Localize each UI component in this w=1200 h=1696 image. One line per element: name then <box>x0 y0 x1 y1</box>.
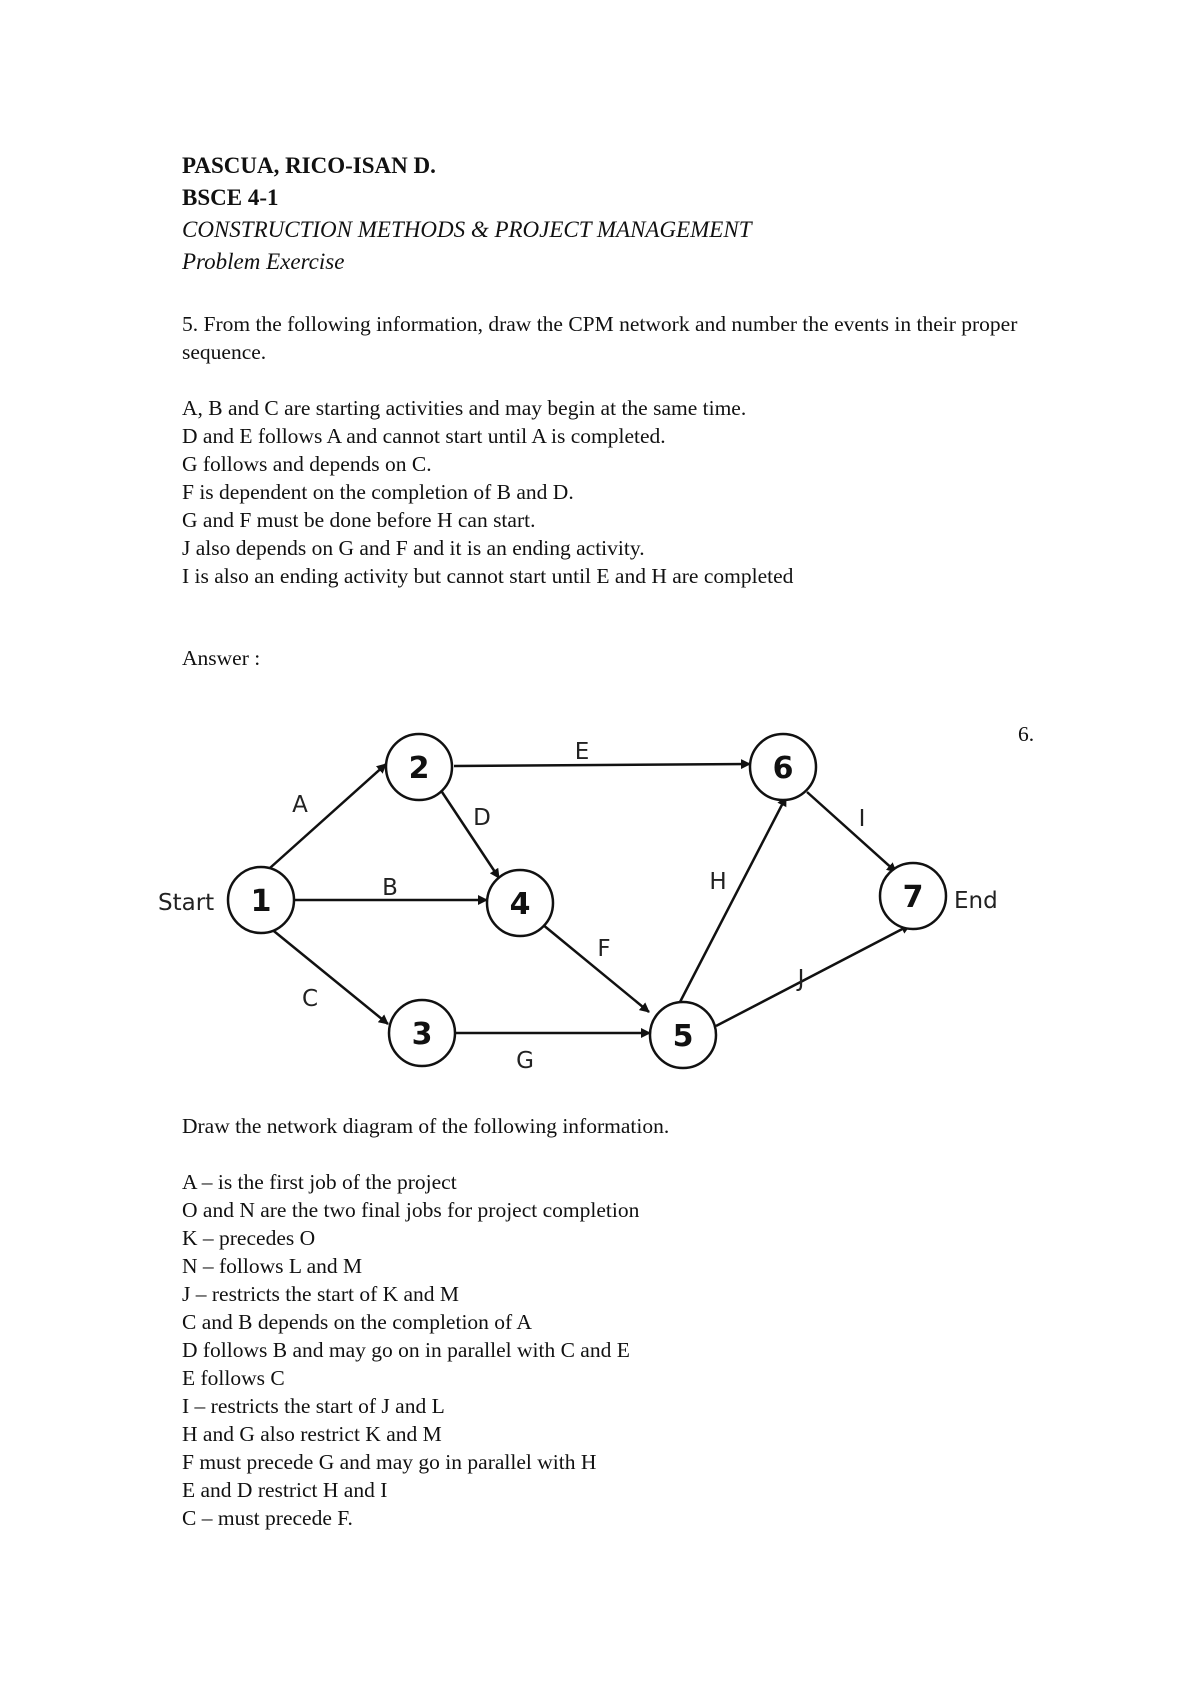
condition-line: A, B and C are starting activities and may begin at the same time. <box>182 396 747 420</box>
condition-line: G follows and depends on C. <box>182 452 432 476</box>
activity-e-label: E <box>574 739 590 765</box>
student-section: BSCE 4-1 <box>182 185 279 210</box>
condition-line: E follows C <box>182 1366 285 1390</box>
activity-a-label: A <box>292 792 308 818</box>
activity-h-label: H <box>709 869 727 895</box>
condition-line: J also depends on G and F and it is an ending activity. <box>182 536 645 560</box>
condition-line: K – precedes O <box>182 1226 316 1250</box>
end-label: End <box>954 888 998 914</box>
event-node-3 <box>389 1000 455 1066</box>
activity-c-label: C <box>301 986 319 1012</box>
activity-j-arrow <box>716 925 910 1026</box>
condition-line: G and F must be done before H can start. <box>182 508 536 532</box>
condition-line: O and N are the two final jobs for project completion <box>182 1198 640 1222</box>
problem-6-number: 6. <box>1018 722 1035 746</box>
event-node-7 <box>880 863 946 929</box>
event-node-4 <box>487 870 553 936</box>
condition-line: N – follows L and M <box>182 1254 363 1278</box>
problem-5-question: 5. From the following information, draw the CPM network and number the events in their proper sequence. <box>182 312 1018 364</box>
condition-line: J – restricts the start of K and M <box>182 1282 460 1306</box>
condition-line: C – must precede F. <box>182 1506 353 1530</box>
condition-line: F must precede G and may go in parallel with H <box>182 1450 597 1474</box>
condition-line: F is dependent on the completion of B and D. <box>182 480 574 504</box>
event-node-5 <box>650 1002 716 1068</box>
svg-text:3: 3 <box>411 1017 433 1052</box>
svg-text:4: 4 <box>509 887 531 922</box>
activity-a-arrow <box>261 764 386 876</box>
answer-label: Answer : <box>182 646 261 670</box>
activity-f-arrow <box>542 924 649 1012</box>
event-node-2 <box>386 734 452 800</box>
svg-text:7: 7 <box>902 880 924 915</box>
svg-text:1: 1 <box>250 884 272 919</box>
condition-line: E and D restrict H and I <box>182 1478 388 1502</box>
start-label: Start <box>158 890 215 916</box>
activity-j-label: J <box>797 966 805 992</box>
condition-line: A – is the first job of the project <box>182 1170 457 1194</box>
activity-c-arrow <box>264 923 388 1024</box>
activity-g-label: G <box>516 1048 534 1074</box>
course-title: CONSTRUCTION METHODS & PROJECT MANAGEMENT <box>182 217 752 242</box>
activity-i-label: I <box>858 806 866 832</box>
activity-b-label: B <box>382 875 398 901</box>
activity-f-label: F <box>597 936 611 962</box>
problem-6-question: Draw the network diagram of the following information. <box>182 1114 670 1138</box>
condition-line: I – restricts the start of J and L <box>182 1394 445 1418</box>
problem-6-conditions <box>182 1168 639 1532</box>
activity-h-arrow <box>680 797 786 1002</box>
activity-i-arrow <box>807 792 896 872</box>
event-node-1 <box>228 867 294 933</box>
activity-d-label: D <box>473 805 491 831</box>
student-name: PASCUA, RICO-ISAN D. <box>182 153 436 178</box>
condition-line: D and E follows A and cannot start until A is completed. <box>182 424 666 448</box>
activity-e-arrow <box>454 764 750 766</box>
event-node-6 <box>750 734 816 800</box>
svg-text:6: 6 <box>772 751 794 786</box>
condition-line: C and B depends on the completion of A <box>182 1310 532 1334</box>
svg-text:5: 5 <box>672 1019 694 1054</box>
condition-line: I is also an ending activity but cannot start until E and H are completed <box>182 564 794 588</box>
condition-line: D follows B and may go on in parallel with C and E <box>182 1338 630 1362</box>
exercise-subtitle: Problem Exercise <box>182 249 345 274</box>
svg-text:2: 2 <box>408 751 430 786</box>
condition-line: H and G also restrict K and M <box>182 1422 442 1446</box>
